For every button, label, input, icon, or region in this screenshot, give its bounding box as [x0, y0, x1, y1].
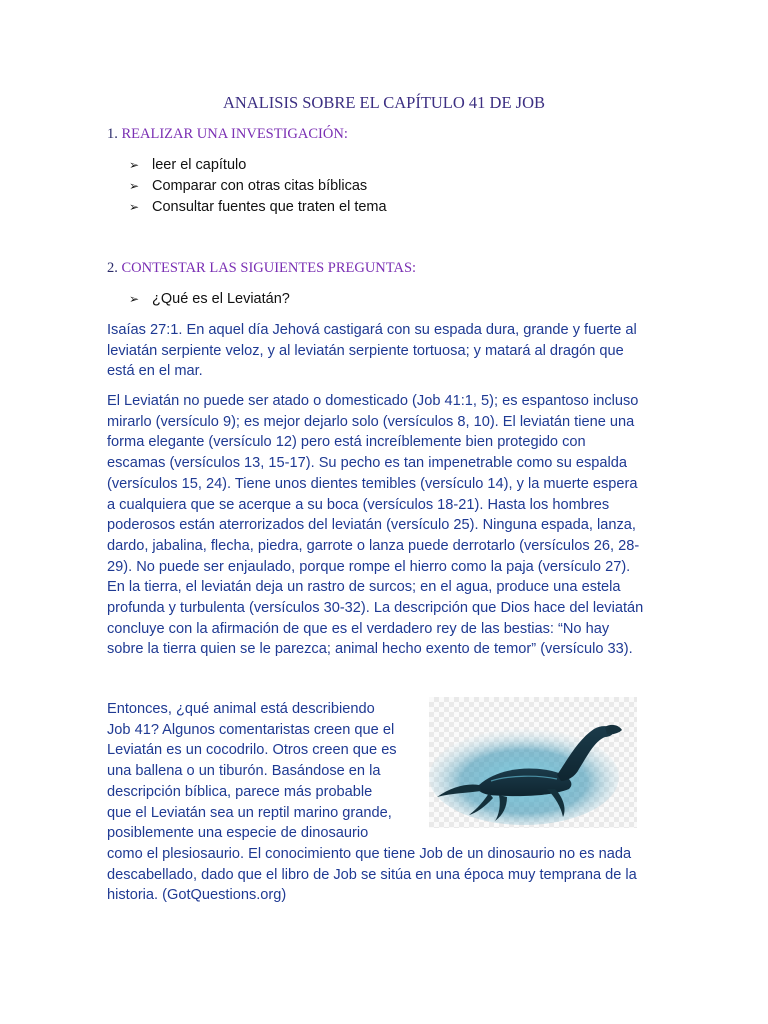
plesiosaur-illustration	[429, 697, 637, 828]
section-1-title: REALIZAR UNA INVESTIGACIÓN:	[121, 126, 348, 142]
list-item: ➢ Comparar con otras citas bíblicas	[129, 176, 387, 197]
questions-list	[129, 289, 290, 310]
list-item: ➢ ¿Qué es el Leviatán?	[129, 289, 290, 310]
section-2-title: CONTESTAR LAS SIGUIENTES PREGUNTAS:	[121, 260, 417, 276]
section-1-heading	[107, 126, 348, 143]
list-item: ➢ leer el capítulo	[129, 155, 387, 176]
section-1-number: 1.	[107, 126, 118, 142]
arrow-bullet-icon: ➢	[129, 158, 140, 172]
list-item: ➢ Consultar fuentes que traten el tema	[129, 197, 387, 218]
section-2-number: 2.	[107, 260, 118, 276]
arrow-bullet-icon: ➢	[129, 179, 140, 193]
arrow-bullet-icon: ➢	[129, 292, 140, 306]
conclusion-paragraph: Entonces, ¿qué animal está describiendo Job 41? Algunos comentaristas creen que el Leviatán es un cocodrilo. Otros creen que es una ballena o un tiburón. Basándose en la descripción bíblica, parece más probable que el Leviatán sea un reptil marino grande, posiblemente una especie de dinosaurio como el plesiosaurio. El conocimiento que tiene Job de un dinosaurio no es nada descabellado, dado que el libro de Job se sitúa en una época muy temprana de la historia. (GotQuestions.org)	[107, 701, 637, 904]
description-paragraph: El Leviatán no puede ser atado o domesticado (Job 41:1, 5); es espantoso incluso mirarlo (versículo 9); es mejor dejarlo solo (versículos 8, 10). El leviatán tiene una forma elegante (versículo 12) pero está increíblemente bien protegido con escamas (versículos 13, 15-17). Su pecho es tan impenetrable como su espalda (versículos 15, 24). Tiene unos dientes temibles (versículo 14), y la muerte espera a cualquiera que se acerque a su boca (versículos 18-21). Hasta los hombres poderosos están aterrorizados del leviatán (versículo 25). Ninguna espada, lanza, dardo, jabalina, flecha, piedra, garrote o lanza puede derrotarlo (versículos 26, 28- 29). No puede ser enjaulado, porque rompe el hierro como la paja (versículo 27). En la tierra, el leviatán deja un rastro de surcos; en el agua, produce una estela profunda y turbulenta (versículos 30-32). La descripción que Dios hace del leviatán concluye con la afirmación de que es el verdadero rey de las bestias: “No hay sobre la tierra quien se le parezca; animal hecho exento de temor” (versículo 33).	[107, 393, 644, 658]
arrow-bullet-icon: ➢	[129, 200, 140, 214]
section-2-heading	[107, 260, 416, 277]
page-title: ANALISIS SOBRE EL CAPÍTULO 41 DE JOB	[222, 93, 546, 112]
plesiosaur-image	[429, 697, 637, 828]
research-steps-list	[129, 155, 387, 218]
isaias-paragraph: Isaías 27:1. En aquel día Jehová castigará con su espada dura, grande y fuerte al leviatán serpiente veloz, y al leviatán serpiente tortuosa; y matará al dragón que está en el mar.	[107, 322, 637, 380]
